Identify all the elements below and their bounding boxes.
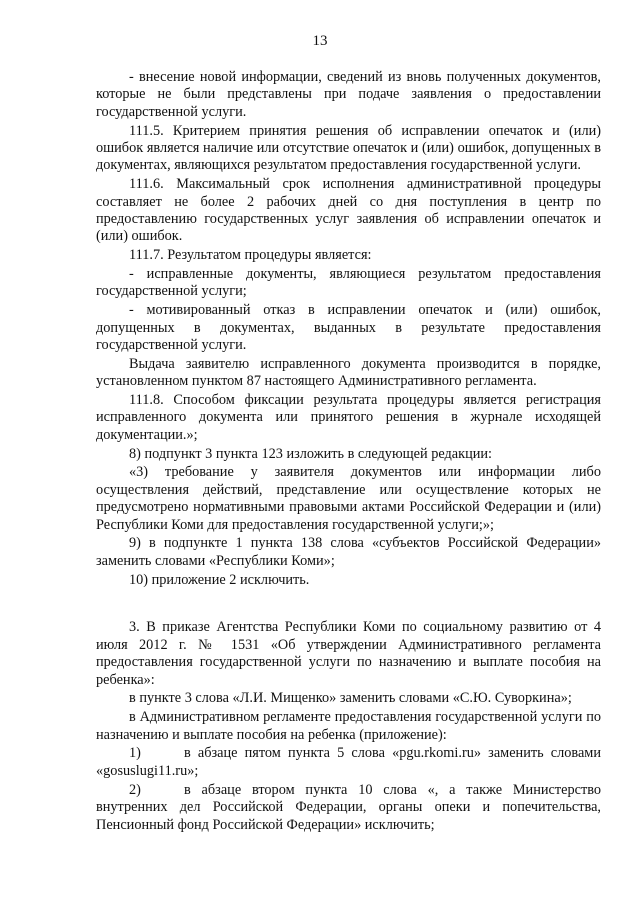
paragraph-document-issuance: Выдача заявителю исправленного документа производится в порядке, установленном пунктом 87 настоящего Административного регламента. — [96, 355, 601, 390]
paragraph-new-information: - внесение новой информации, сведений из вновь полученных документов, которые не были представлены при подаче заявления о предоставлении государственной услуги. — [96, 69, 601, 120]
paragraph-111-5: 111.5. Критерием принятия решения об исправлении опечаток и (или) ошибок является наличие или отсутствие опечаток и (или) ошибок, допущенных в документах, являющихся результатом предоставления государственной услуги. — [96, 122, 601, 174]
paragraph-admin-regulation: в Административном регламенте предоставления государственной услуги по назначению и выплате пособия на ребенка (приложение): — [96, 709, 601, 743]
paragraph-replace-name: в пункте 3 слова «Л.И. Мищенко» заменить словами «С.Ю. Суворкина»; — [129, 690, 572, 707]
numbered-item-label: 1) — [129, 745, 141, 762]
section-gap — [96, 590, 601, 619]
numbered-item-label: 2) — [129, 781, 141, 798]
page-number: 13 — [312, 33, 328, 49]
paragraph-order-3: 3. В приказе Агентства Республики Коми по социальному развитию от 4 июля 2012 г. № 1531 «Об утверждении Административного регламента предоставления государственной услуги по назначению и выплате пособия на ребенка»: — [96, 619, 601, 688]
document-body — [96, 69, 601, 835]
paragraph-111-7: 111.7. Результатом процедуры является: — [129, 247, 372, 264]
paragraph-111-8: 111.8. Способом фиксации результата процедуры является регистрация исправленного документа или принятого решения в журнале исходящей документации.»; — [96, 392, 601, 443]
numbered-item — [96, 745, 601, 780]
numbered-item-text: в абзаце втором пункта 10 слова «, а также Министерство внутренних дел Российской Федерации, органы опеки и попечительства, Пенсионный фонд Российской Федерации» исключить; — [96, 781, 601, 833]
paragraph-item-10: 10) приложение 2 исключить. — [129, 571, 310, 588]
paragraph-111-6: 111.6. Максимальный срок исполнения административной процедуры составляет не более 2 рабочих дней со дня поступления в центр по предоставлению государственных услуг заявления об исправлении опечаток и (или) ошибок. — [96, 176, 601, 245]
paragraph-quoted-requirement: «3) требование у заявителя документов или информации либо осуществления действий, представление или осуществление которых не предусмотрено нормативными правовыми актами Российской Федерации и (или) Республики Коми для предоставления государственной услуги;»; — [96, 464, 601, 533]
numbered-item-text: в абзаце пятом пункта 5 слова «pgu.rkomi.ru» заменить словами «gosuslugi11.ru»; — [96, 745, 601, 779]
numbered-item — [96, 782, 601, 834]
paragraph-reasoned-refusal: - мотивированный отказ в исправлении опечаток и (или) ошибок, допущенных в документах, выданных в результате предоставления государственной услуги. — [96, 302, 601, 354]
paragraph-item-8: 8) подпункт 3 пункта 123 изложить в следующей редакции: — [129, 445, 493, 462]
paragraph-corrected-documents: - исправленные документы, являющиеся результатом предоставления государственной услуги; — [96, 266, 601, 300]
paragraph-item-9: 9) в подпункте 1 пункта 138 слова «субъектов Российской Федерации» заменить словами «Республики Коми»; — [96, 535, 601, 569]
